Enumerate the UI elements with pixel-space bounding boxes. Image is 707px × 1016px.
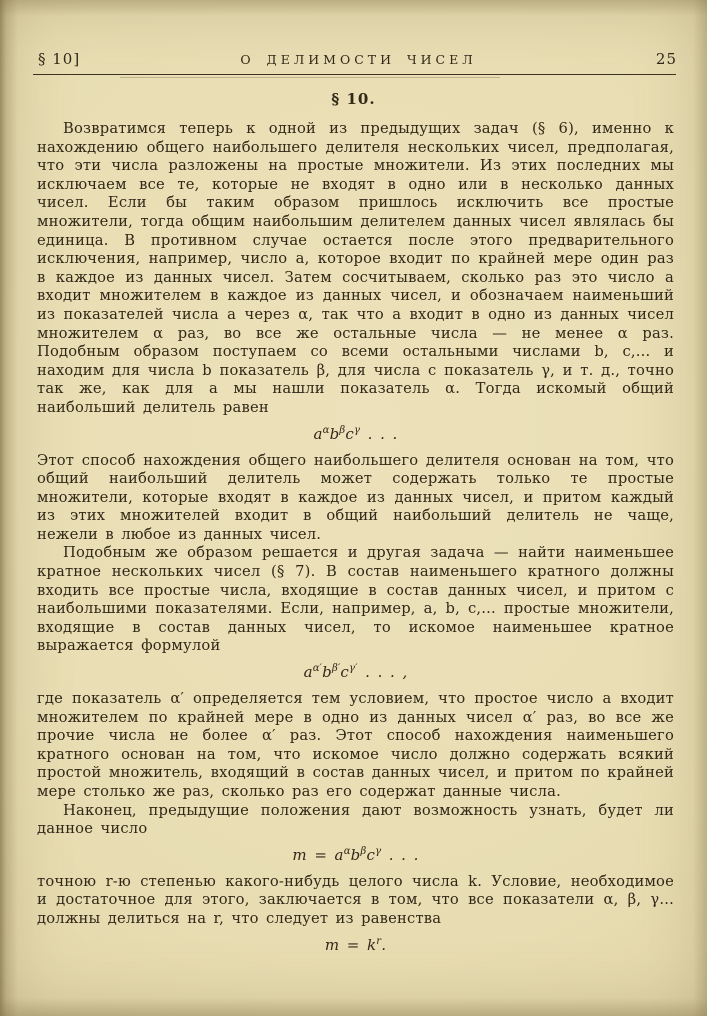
formula-lcm: $a^{\alpha'}b^{\beta'}c^{\gamma'}$ . . . , [303, 663, 408, 682]
formula-m-factorization: $m = a^\alpha b^\beta c^\gamma$ . . . [292, 845, 419, 864]
paragraph-power-condition: точною r-ю степенью какого-нибудь целого числа k. Условие, необходимое и достаточное для этого, заключается в том, что все показатели α, β, γ... должны делиться на r, что следует из равенства [37, 872, 674, 927]
formula-m-power: $m = k^r$. [324, 935, 387, 954]
header-rule-shadow [120, 77, 500, 78]
formula-gcd: $a^\alpha b^\beta c^\gamma$ . . . [313, 424, 398, 443]
header-section-marker: § 10] [38, 50, 81, 68]
page-number: 25 [655, 50, 677, 68]
paragraph-lcm-explanation: где показатель α′ определяется тем условием, что простое число a входит множителем по крайней мере в одно из данных чисел α′ раз, во все же прочие числа не более α′ раз. Этот способ нахождения наименьшего кратного основан на том, что искомое число должно содержать всякий простой множитель, входящий в состав данных чисел, и притом по крайней мере столько же раз, сколько раз его содержат данные числа. [37, 690, 674, 800]
paragraph-intro-gcd: Возвратимся теперь к одной из предыдущих задач (§ 6), именно к нахождению общего наибольшего делителя нескольких чисел, предполагая, что эти числа разложены на простые множители. Из этих последних мы исключаем все те, которые не входят в одно или в несколько данных чисел. Если бы таким образом пришлось исключить все простые множители, тогда общим наибольшим делителем данных чисел являлась бы единица. В противном случае остается после этого предварительного исключения, например, число a, которое входит по крайней мере один раз в каждое из данных чисел. Затем сосчитываем, сколько раз это число a входит множителем в каждое из данных чисел, и обозначаем наименьший из показателей числа a через α, так что a входит в одно из данных чисел множителем α раз, во все же остальные числа — не менее α раз. Подобным образом поступаем со всеми остальными числами b, c,... и находим для числа b показатель β, для числа c показатель γ, и т. д., точно так же, как для a мы нашли показатель α. Тогда искомый общий наибольший делитель равен [37, 120, 674, 416]
page-body [37, 120, 674, 963]
header-rule [33, 74, 676, 75]
page-header [38, 50, 679, 70]
paragraph-final-intro: Наконец, предыдущие положения дают возможность узнать, будет ли данное число [37, 801, 674, 838]
running-title: О ДЕЛИМОСТИ ЧИСЕЛ [240, 52, 477, 67]
paragraph-lcm-task: Подобным же образом решается и другая задача — найти наименьшее кратное нескольких чисел (§ 7). В состав наименьшего кратного должны входить все простые числа, входящие в состав данных чисел, и притом с наибольшими показателями. Если, например, a, b, c,... простые множители, входящие в состав данных чисел, то искомое наименьшее кратное выражается формулой [37, 544, 674, 655]
paragraph-gcd-explanation: Этот способ нахождения общего наибольшего делителя основан на том, что общий наибольший делитель может содержать только те простые множители, которые входят в каждое из данных чисел, и притом каждый из этих множителей входит в общий наибольший делитель не чаще, нежели в любое из данных чисел. [37, 451, 674, 543]
section-heading: § 10. [331, 90, 376, 108]
